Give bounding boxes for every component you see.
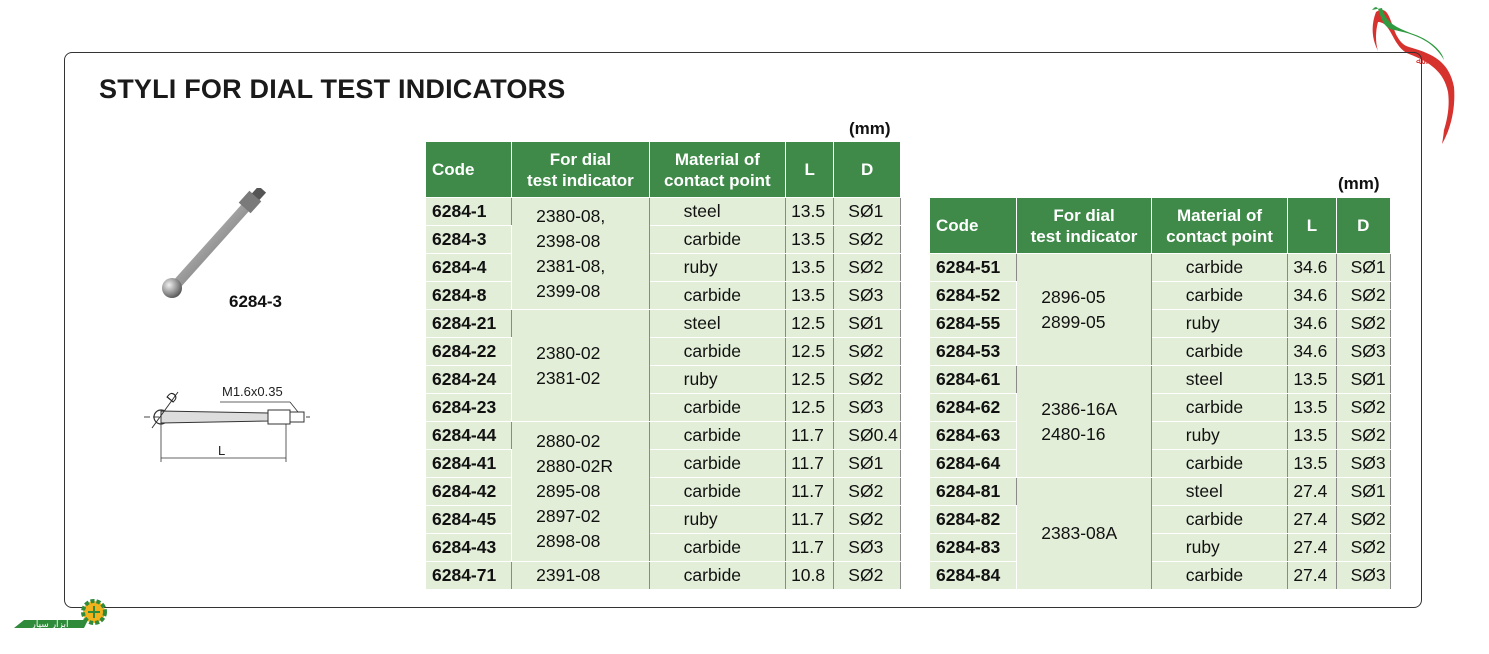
cell-d: SØ2	[834, 338, 901, 366]
table-row	[930, 310, 1391, 338]
cell-d: SØ3	[1336, 338, 1390, 366]
cell-d: SØ2	[1336, 422, 1390, 450]
cell-code: 6284-1	[426, 198, 512, 226]
table-row	[426, 450, 901, 478]
cell-d: SØ0.4	[834, 422, 901, 450]
page-title: STYLI FOR DIAL TEST INDICATORS	[99, 74, 566, 104]
cell-d: SØ2	[1336, 394, 1390, 422]
cell-code: 6284-41	[426, 450, 512, 478]
table-row	[930, 506, 1391, 534]
cell-d: SØ2	[1336, 506, 1390, 534]
table-row	[930, 366, 1391, 394]
cell-material: steel	[1151, 366, 1288, 394]
cell-code: 6284-63	[930, 422, 1017, 450]
header-l: L	[786, 142, 834, 198]
cell-d: SØ3	[1336, 450, 1390, 478]
cell-code: 6284-52	[930, 282, 1017, 310]
cell-code: 6284-8	[426, 282, 512, 310]
cell-l: 10.8	[786, 562, 834, 590]
cell-code: 6284-62	[930, 394, 1017, 422]
d-label: D	[163, 388, 181, 406]
table-row	[930, 478, 1391, 506]
cell-material: carbide	[1151, 254, 1288, 282]
cell-material: steel	[649, 198, 785, 226]
cell-material: carbide	[649, 534, 785, 562]
cell-l: 34.6	[1288, 338, 1336, 366]
cell-material: carbide	[1151, 506, 1288, 534]
cell-l: 12.5	[786, 310, 834, 338]
indicator-model: 2880-02	[536, 431, 601, 451]
cell-code: 6284-53	[930, 338, 1017, 366]
cell-l: 13.5	[1288, 394, 1336, 422]
table-row	[426, 562, 901, 590]
cell-l: 34.6	[1288, 254, 1336, 282]
cell-indicators	[512, 422, 649, 562]
styli-table-left	[425, 141, 901, 590]
table-row	[426, 422, 901, 450]
cell-d: SØ1	[834, 450, 901, 478]
header-for-dial: For dial test indicator	[512, 142, 649, 198]
indicator-model: 2480-16	[1041, 423, 1106, 444]
cell-material: ruby	[1151, 310, 1288, 338]
cell-indicators	[512, 310, 649, 422]
cell-material: carbide	[649, 282, 785, 310]
cell-code: 6284-24	[426, 366, 512, 394]
header-l: L	[1288, 198, 1336, 254]
cell-material: carbide	[1151, 450, 1288, 478]
header-d: D	[1336, 198, 1390, 254]
cell-material: carbide	[1151, 562, 1288, 590]
table-row	[930, 562, 1391, 590]
cell-l: 13.5	[1288, 450, 1336, 478]
cell-l: 12.5	[786, 394, 834, 422]
cell-l: 11.7	[786, 506, 834, 534]
cell-indicators	[1017, 254, 1152, 366]
header-d: D	[834, 142, 901, 198]
cell-l: 11.7	[786, 422, 834, 450]
cell-code: 6284-23	[426, 394, 512, 422]
table-row	[426, 282, 901, 310]
cell-material: ruby	[1151, 422, 1288, 450]
table-row	[426, 478, 901, 506]
table-row	[930, 534, 1391, 562]
indicator-model: 2380-08,	[536, 205, 606, 226]
indicator-model: 2399-08	[536, 280, 601, 301]
indicator-model: 2383-08A	[1041, 523, 1118, 543]
cell-code: 6284-83	[930, 534, 1017, 562]
cell-d: SØ3	[834, 534, 901, 562]
cell-material: carbide	[649, 562, 785, 590]
indicator-model: 2896-05	[1041, 286, 1106, 307]
cell-d: SØ2	[834, 506, 901, 534]
brand-logo	[12, 598, 112, 638]
cell-d: SØ1	[1336, 366, 1390, 394]
cell-material: carbide	[649, 450, 785, 478]
table-row	[426, 366, 901, 394]
cell-l: 27.4	[1288, 562, 1336, 590]
cell-material: ruby	[649, 254, 785, 282]
cell-code: 6284-44	[426, 422, 512, 450]
table-row	[426, 394, 901, 422]
cell-l: 11.7	[786, 478, 834, 506]
indicator-model: 2897-02	[536, 506, 601, 526]
indicator-model: 2895-08	[536, 481, 601, 501]
cell-d: SØ1	[834, 310, 901, 338]
cell-d: SØ3	[834, 394, 901, 422]
cell-material: carbide	[1151, 282, 1288, 310]
thread-label: M1.6x0.35	[222, 384, 283, 399]
table-row	[426, 254, 901, 282]
cell-d: SØ1	[1336, 478, 1390, 506]
cell-d: SØ2	[834, 366, 901, 394]
cell-l: 11.7	[786, 534, 834, 562]
unit-label-left: (mm)	[849, 119, 891, 138]
cell-code: 6284-45	[426, 506, 512, 534]
stylus-image	[150, 188, 280, 308]
cell-indicators	[512, 562, 649, 590]
logo-text: ابزار سیار	[31, 620, 69, 630]
table-row	[930, 282, 1391, 310]
indicator-model: 2898-08	[536, 531, 601, 551]
indicator-model: 2386-16A	[1041, 398, 1118, 419]
cell-code: 6284-22	[426, 338, 512, 366]
cell-d: SØ2	[1336, 534, 1390, 562]
indicator-model: 2381-08,	[536, 255, 606, 276]
indicator-model: 2381-02	[536, 367, 601, 388]
cell-material: carbide	[649, 226, 785, 254]
cell-l: 27.4	[1288, 506, 1336, 534]
indicator-model: 2398-08	[536, 230, 601, 251]
table-row	[426, 338, 901, 366]
indicator-model: 2380-02	[536, 342, 601, 363]
cell-d: SØ1	[1336, 254, 1390, 282]
cell-l: 13.5	[786, 226, 834, 254]
cell-code: 6284-81	[930, 478, 1017, 506]
table-row	[426, 534, 901, 562]
cell-material: ruby	[649, 506, 785, 534]
cell-d: SØ3	[1336, 562, 1390, 590]
cell-code: 6284-42	[426, 478, 512, 506]
cell-d: SØ2	[834, 562, 901, 590]
cell-l: 13.5	[786, 198, 834, 226]
cell-l: 13.5	[1288, 422, 1336, 450]
cell-l: 13.5	[786, 254, 834, 282]
cell-d: SØ2	[1336, 282, 1390, 310]
cell-code: 6284-51	[930, 254, 1017, 282]
cell-l: 11.7	[786, 450, 834, 478]
l-label: L	[218, 443, 226, 458]
unit-label-right: (mm)	[1338, 174, 1380, 193]
cell-code: 6284-55	[930, 310, 1017, 338]
cell-d: SØ2	[834, 478, 901, 506]
cell-l: 27.4	[1288, 478, 1336, 506]
header-material: Material of contact point	[649, 142, 785, 198]
stylus-code-label: 6284-3	[229, 292, 282, 311]
svg-text:ﷲ: ﷲ	[1416, 56, 1422, 67]
styli-table-right	[929, 197, 1391, 590]
table-row	[426, 506, 901, 534]
cell-l: 27.4	[1288, 534, 1336, 562]
cell-material: steel	[1151, 478, 1288, 506]
table-row	[426, 226, 901, 254]
header-material: Material of contact point	[1151, 198, 1288, 254]
cell-d: SØ3	[834, 282, 901, 310]
cell-material: carbide	[649, 478, 785, 506]
table-row	[426, 198, 901, 226]
table-row	[930, 338, 1391, 366]
cell-indicators	[1017, 366, 1152, 478]
cell-d: SØ2	[1336, 310, 1390, 338]
cell-l: 13.5	[1288, 366, 1336, 394]
table-row	[930, 422, 1391, 450]
cell-code: 6284-21	[426, 310, 512, 338]
table-row	[930, 450, 1391, 478]
stylus-diagram	[138, 380, 318, 466]
table-row	[426, 310, 901, 338]
cell-material: carbide	[649, 422, 785, 450]
indicator-model: 2899-05	[1041, 311, 1106, 332]
cell-material: carbide	[1151, 394, 1288, 422]
indicator-model: 2391-08	[536, 565, 601, 585]
cell-code: 6284-64	[930, 450, 1017, 478]
cell-code: 6284-61	[930, 366, 1017, 394]
cell-code: 6284-71	[426, 562, 512, 590]
cell-d: SØ2	[834, 254, 901, 282]
header-for-dial: For dial test indicator	[1017, 198, 1152, 254]
cell-l: 12.5	[786, 338, 834, 366]
cell-material: ruby	[1151, 534, 1288, 562]
header-code: Code	[426, 142, 512, 198]
cell-indicators	[1017, 478, 1152, 590]
cell-material: carbide	[649, 338, 785, 366]
cell-material: carbide	[649, 394, 785, 422]
table-row	[930, 394, 1391, 422]
cell-code: 6284-43	[426, 534, 512, 562]
header-code: Code	[930, 198, 1017, 254]
cell-code: 6284-3	[426, 226, 512, 254]
cell-code: 6284-84	[930, 562, 1017, 590]
cell-code: 6284-82	[930, 506, 1017, 534]
cell-material: steel	[649, 310, 785, 338]
cell-d: SØ1	[834, 198, 901, 226]
cell-indicators	[512, 198, 649, 310]
cell-code: 6284-4	[426, 254, 512, 282]
cell-material: ruby	[649, 366, 785, 394]
cell-material: carbide	[1151, 338, 1288, 366]
cell-l: 34.6	[1288, 282, 1336, 310]
cell-d: SØ2	[834, 226, 901, 254]
cell-l: 12.5	[786, 366, 834, 394]
indicator-model: 2880-02R	[536, 456, 614, 476]
table-row	[930, 254, 1391, 282]
cell-l: 13.5	[786, 282, 834, 310]
cell-l: 34.6	[1288, 310, 1336, 338]
